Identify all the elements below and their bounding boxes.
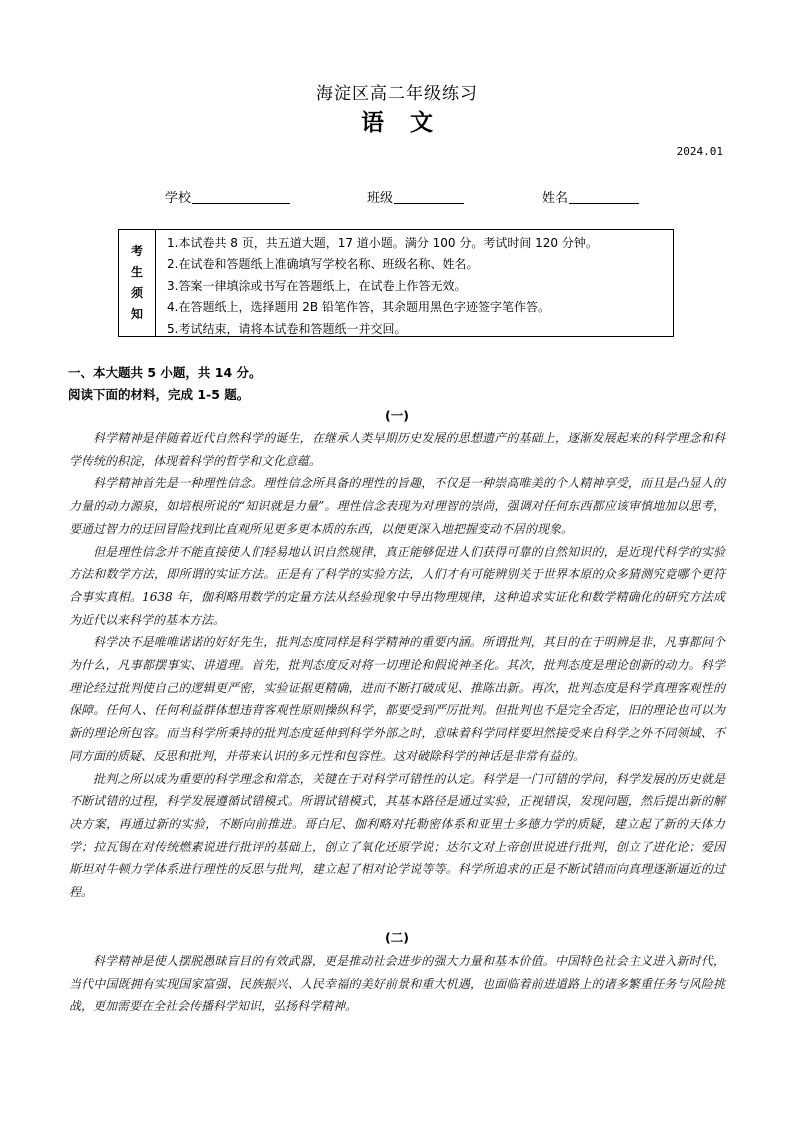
- passage-part-two: [69, 950, 725, 1018]
- notice-heading-char: 考: [130, 244, 143, 258]
- name-blank[interactable]: [569, 190, 639, 204]
- exam-title: 海淀区高二年级练习: [316, 84, 478, 104]
- part-one-label: (一): [385, 408, 409, 423]
- notice-heading-char: 知: [130, 307, 143, 321]
- paragraph: 科学决不是唯唯诺诺的好好先生，批判态度同样是科学精神的重要内涵。所谓批判，其目的在于明辨是非，凡事都问个为什么，凡事都摆事实、讲道理。首先，批判态度反对将一切理论和假说神圣化。其次，批判态度是理论创新的动力。科学理论经过批判使自己的逻辑更严密，实验证据更精确，进而不断打破成见、推陈出新。再次，批判态度是科学真理客观性的保障。任何人、任何利益群体想违背客观性原则操纵科学，都要受到严厉批判。但批判也不是完全否定，旧的理论也可以为新的理论所包容。而当科学所秉持的批判态度延伸到科学外部之时，意味着科学同样要坦然接受来自科学之外不同领域、不同方面的质疑、反思和批判，并带来认识的多元性和包容性。这对破除科学的神话是非常有益的。: [69, 635, 725, 763]
- notice-item: 4.在答题纸上，选择题用 2B 铅笔作答，其余题用黑色字迹签字笔作答。: [167, 300, 550, 315]
- paragraph: 批判之所以成为重要的科学理念和常态，关键在于对科学可错性的认定。科学是一门可错的学问，科学发展的历史就是不断试错的过程，科学发展遵循试错模式。所谓试错模式，其基本路径是通过实验，正视错误，发现问题，然后提出新的解决方案，再通过新的实验，不断向前推进。哥白尼、伽利略对托勒密体系和亚里士多德力学的质疑，建立起了新的天体力学；拉瓦锡在对传统燃素说进行批评的基础上，创立了氧化还原学说；达尔文对上帝创世说进行批判，创立了进化论；爱因斯坦对牛顿力学体系进行理性的反思与批判，建立起了相对论学说等等。科学所追求的正是不断试错而向真理逐渐逼近的过程。: [69, 771, 725, 900]
- section-heading: 一、本大题共 5 小题，共 14 分。: [68, 365, 262, 380]
- name-label: 姓名: [542, 191, 569, 206]
- notice-heading-char: 生: [130, 265, 143, 279]
- school-label: 学校: [165, 191, 192, 206]
- notice-heading-char: 须: [130, 286, 143, 300]
- school-field[interactable]: [165, 187, 290, 206]
- passage-part-one: [69, 427, 725, 904]
- paragraph: 科学精神是使人摆脱愚昧盲目的有效武器，更是推动社会进步的强大力量和基本价值。中国特色社会主义进入新时代，当代中国既拥有实现国家富强、民族振兴、人民幸福的美好前景和重大机遇，也面临着前进道路上的诸多繁重任务与风险挑战，更加需要在全社会传播科学知识，弘扬科学精神。: [69, 954, 725, 1014]
- notice-list: [156, 230, 598, 336]
- class-blank[interactable]: [394, 190, 464, 204]
- exam-date: 2024.01: [676, 145, 723, 158]
- notice-item: 2.在试卷和答题纸上准确填写学校名称、班级名称、姓名。: [167, 257, 479, 272]
- student-info-fields: [0, 187, 794, 207]
- name-field[interactable]: [542, 187, 639, 206]
- section-instruction: 阅读下面的材料，完成 1-5 题。: [68, 387, 250, 402]
- paragraph: 但是理性信念并不能直接使人们轻易地认识自然规律，真正能够促进人们获得可靠的自然知识的，是近现代科学的实验方法和数学方法，即所谓的实证方法。正是有了科学的实验方法，人们才有可能辨别关于世界本原的众多猜测究竟哪个更符合事实真相。1638 年，伽利略用数学的定量方法从经验现象中导出物理规律，这种追求实证化和数学精确化的研究方法成为近代以来科学的基本方法。: [69, 544, 725, 627]
- notice-item: 5.考试结束，请将本试卷和答题纸一并交回。: [167, 321, 407, 336]
- class-label: 班级: [367, 191, 394, 206]
- part-two-label: (二): [385, 930, 409, 945]
- paragraph: 科学精神是伴随着近代自然科学的诞生，在继承人类早期历史发展的思想遗产的基础上，逐渐发展起来的科学理念和科学传统的积淀，体现着科学的哲学和文化意蕴。: [69, 431, 725, 468]
- paragraph: 科学精神首先是一种理性信念。理性信念所具备的理性的旨趣，不仅是一种崇高唯美的个人精神享受，而且是凸显人的力量的动力源泉，如培根所说的“知识就是力量”。理性信念表现为对理智的崇尚，强调对任何东西都应该审慎地加以思考，要通过智力的迂回冒险找到比直观所见更多更本质的东西，以便更深入地把握变动不居的现象。: [69, 476, 725, 536]
- class-field[interactable]: [367, 187, 464, 206]
- school-blank[interactable]: [192, 190, 290, 204]
- exam-subject: 语文: [361, 110, 459, 136]
- notice-heading: [119, 230, 156, 336]
- notice-item: 3.答案一律填涂或书写在答题纸上，在试卷上作答无效。: [167, 278, 467, 293]
- notice-item: 1.本试卷共 8 页，共五道大题，17 道小题。满分 100 分。考试时间 120 分钟。: [167, 236, 598, 250]
- candidate-notice-box: [118, 229, 674, 337]
